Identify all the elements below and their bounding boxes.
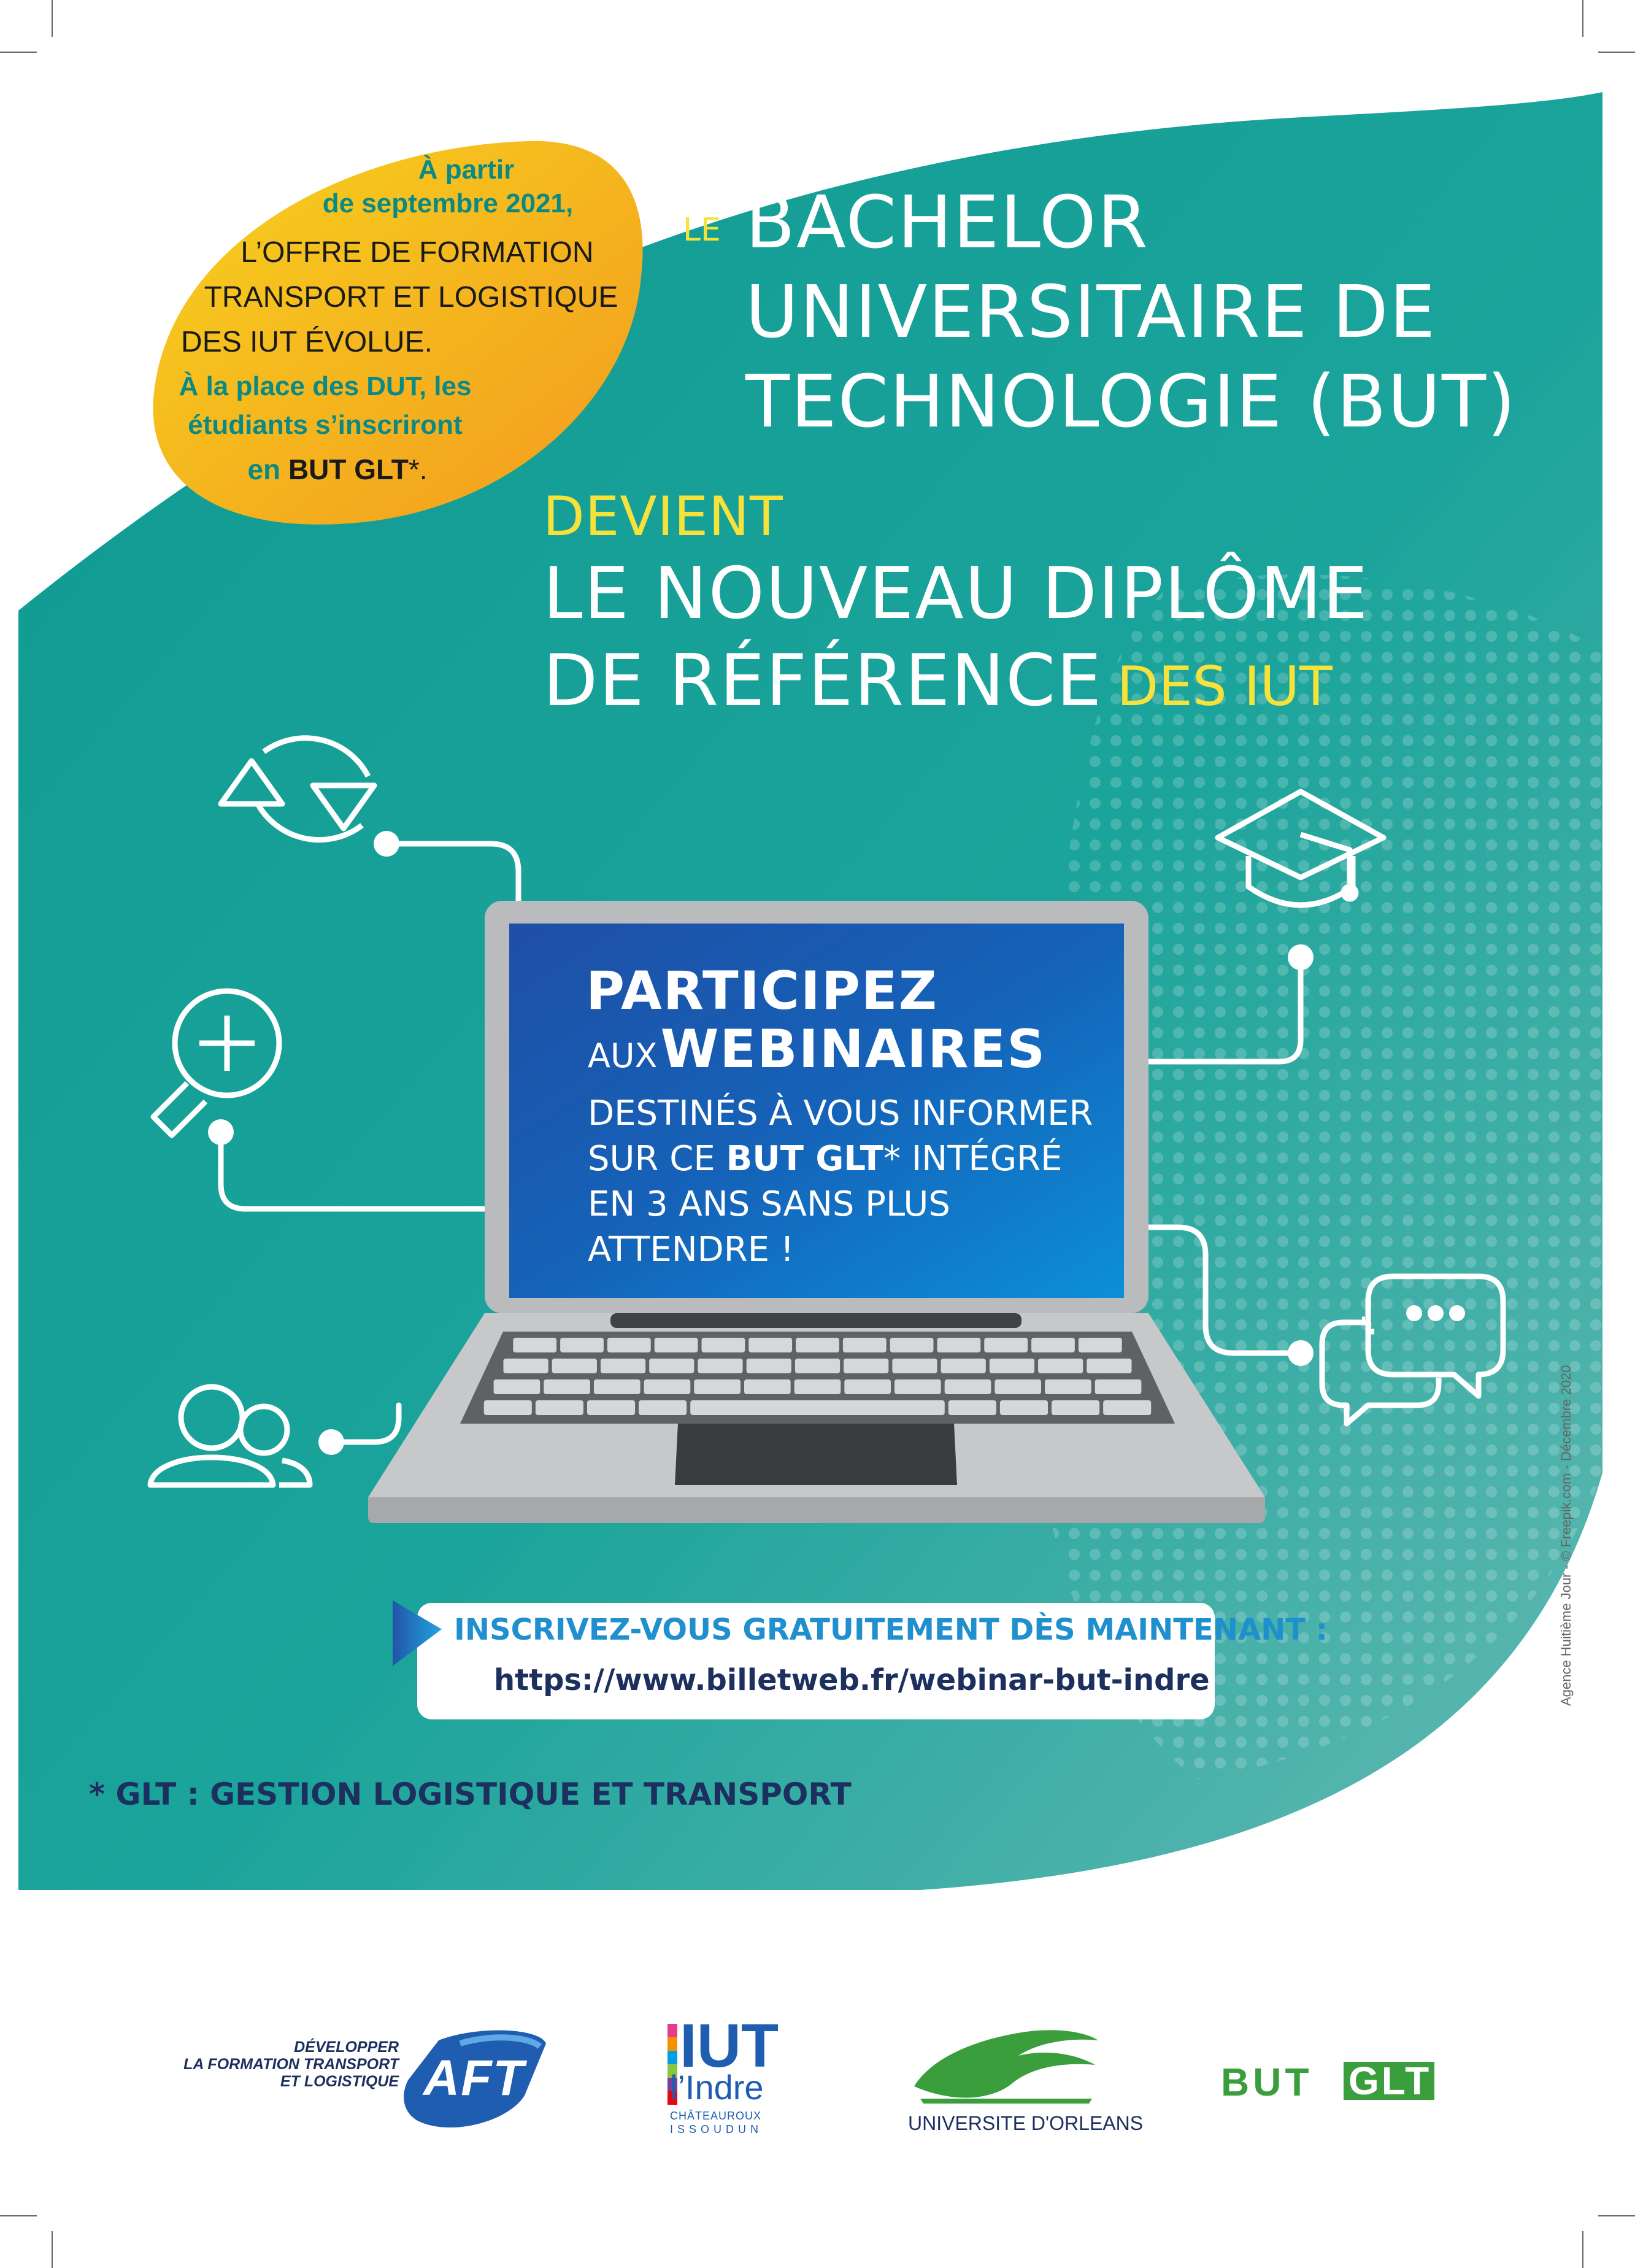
screen-line-4: ATTENDRE ! bbox=[588, 1230, 794, 1270]
screen-webinaires: WEBINAIRES bbox=[660, 1019, 1047, 1080]
bubble-line-8 bbox=[227, 453, 448, 486]
headline-title-2: UNIVERSITAIRE DE bbox=[745, 269, 1437, 354]
bubble-line-5: DES IUT ÉVOLUE. bbox=[181, 326, 433, 358]
cta-label: INSCRIVEZ-VOUS GRATUITEMENT DÈS MAINTENANT : bbox=[454, 1613, 1328, 1647]
headline-devient: DEVIENT bbox=[543, 485, 783, 548]
chat-dots-icon bbox=[1406, 1305, 1465, 1321]
iut-logo-wordmark: IUT bbox=[680, 2012, 779, 2080]
bubble-line-2: de septembre 2021, bbox=[322, 188, 574, 218]
headline-sub-2-row bbox=[543, 638, 1333, 745]
bubble-line-8-suffix: *. bbox=[408, 453, 428, 485]
bubble-line-1: À partir bbox=[418, 155, 515, 185]
screen-aux: AUX bbox=[588, 1036, 658, 1075]
headline-title-1: BACHELOR bbox=[745, 180, 1149, 264]
headline-sub-2: DE RÉFÉRENCE bbox=[543, 639, 1103, 722]
screen-webinaires-row bbox=[588, 1019, 1046, 1080]
credit-text: Agence Huitième Jour - © Freepik.com - Décembre 2020 bbox=[1558, 1365, 1574, 1706]
iut-logo-city-1: CHÂTEAUROUX bbox=[670, 2110, 762, 2122]
headline-title-3: TECHNOLOGIE (BUT) bbox=[745, 359, 1517, 444]
screen-participez: PARTICIPEZ bbox=[586, 960, 938, 1022]
univ-orleans-mark bbox=[914, 2030, 1098, 2104]
iut-logo-sub: l’Indre bbox=[670, 2068, 764, 2107]
screen-line-1: DESTINÉS À VOUS INFORMER bbox=[588, 1094, 1093, 1133]
headline-des-iut: DES IUT bbox=[1117, 655, 1333, 718]
headline-sub-1: LE NOUVEAU DIPLÔME bbox=[543, 552, 1369, 635]
bubble-line-8-bold: BUT GLT bbox=[288, 453, 409, 485]
headline-le: LE bbox=[683, 212, 721, 249]
bubble-line-6: À la place des DUT, les bbox=[179, 371, 472, 401]
univ-orleans-name: UNIVERSITE D'ORLEANS bbox=[908, 2112, 1144, 2134]
bubble-line-4: TRANSPORT ET LOGISTIQUE bbox=[204, 281, 618, 314]
iut-logo-city-2: ISSOUDUN bbox=[670, 2123, 763, 2135]
screen-line-2-prefix: SUR CE bbox=[588, 1139, 715, 1179]
screen-line-3: EN 3 ANS SANS PLUS bbox=[588, 1184, 950, 1224]
screen-line-2 bbox=[588, 1139, 1062, 1179]
aft-logo-line-1: DÉVELOPPER bbox=[294, 2038, 399, 2056]
bubble-line-3: L’OFFRE DE FORMATION bbox=[240, 236, 594, 269]
but-logo-text: BUT bbox=[1221, 2060, 1313, 2104]
screen-line-2-suffix: * INTÉGRÉ bbox=[883, 1139, 1063, 1179]
cta-url-link[interactable]: https://www.billetweb.fr/webinar-but-indre bbox=[494, 1663, 1210, 1697]
glt-logo-text: GLT bbox=[1348, 2059, 1432, 2103]
screen-line-2-bold: BUT GLT bbox=[726, 1139, 883, 1179]
footnote: * GLT : GESTION LOGISTIQUE ET TRANSPORT bbox=[89, 1776, 852, 1812]
bubble-line-7: étudiants s’inscriront bbox=[188, 410, 463, 440]
aft-logo-wordmark: AFT bbox=[423, 2050, 525, 2106]
bubble-line-8-prefix: en bbox=[247, 453, 288, 485]
aft-logo-line-3: ET LOGISTIQUE bbox=[280, 2073, 399, 2090]
aft-logo-line-2: LA FORMATION TRANSPORT bbox=[183, 2056, 399, 2073]
